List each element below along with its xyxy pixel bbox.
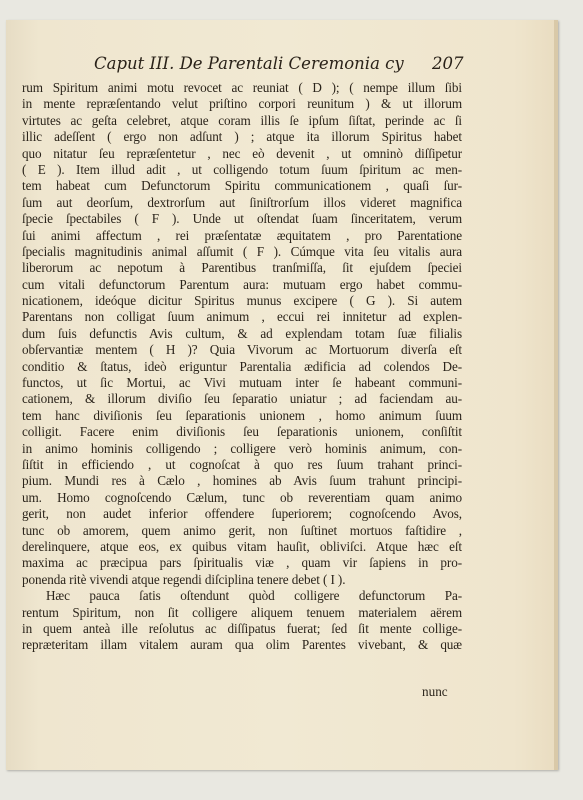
page-edge <box>554 20 558 770</box>
text-line: cationem, & illorum diviſio ſeu ſeparatio uniatur ; ad faciendam au- <box>22 391 462 407</box>
page-number: 207 <box>432 54 464 73</box>
text-line: in quem anteà ille reſolutus ac diſſipatus fuerat; ſed ſit mente collige- <box>22 620 462 636</box>
text-line: rentum Spiritum, non ſit colligere aliquem tenuem materialem aërem <box>22 604 462 620</box>
text-line: pium. Mundi res à Cælo , homines ab Avis ſuum trahunt principi- <box>22 473 462 489</box>
text-line: ſpecialis magnitudinis animal aſſumit ( F ). Cúmque vita ſeu vitalis aura <box>22 243 462 259</box>
text-line: tem hanc diviſionis ſeu ſeparationis unionem , homo animum ſuum <box>22 407 462 423</box>
text-line: ponenda ritè vivendi atque regendi diſciplina tenere debet ( I ). <box>22 571 346 587</box>
text-line: tunc ob amorem, quem animo gerit, non ſuſtinet mortuos faſtidire , <box>22 522 462 538</box>
text-line: ( E ). Item illud adit , ut colligendo totum ſuum ſpiritum ac men- <box>22 161 462 177</box>
body-text <box>22 80 462 654</box>
text-line: Parentans non colligat ſuum animum , eccui rei innitetur ad explen- <box>22 309 462 325</box>
text-line: quo nitatur ſeu repræſentetur , nec eò devenit , ut omninò diſſipetur <box>22 145 462 161</box>
text-line: dum ſuis defunctis Avis cultum, & ad explendam totam ſuæ filialis <box>22 325 462 341</box>
text-line: colligit. Facere enim diviſionis ſeu ſeparationis unionem, conſiſtit <box>22 424 462 440</box>
text-line: ſpecie ſpectabiles ( F ). Unde ut oſtendat ſuam ſinceritatem, verum <box>22 211 462 227</box>
text-line: rum Spiritum animi motu revocet ac reuniat ( D ); ( nempe illum ſibi <box>22 80 462 95</box>
text-line: maxima ac præcipua pars ſpiritualis viæ , quam vir ſapiens in pro- <box>22 555 462 571</box>
text-line: repræteritam illam vitalem auram qua olim Parentes vivebant, & quæ <box>22 637 462 653</box>
text-line: derelinquere, atque eos, ex quibus vitam hauſit, obliviſci. Atque hæc eſt <box>22 538 462 554</box>
text-line: obſervantiæ mentem ( H )? Quia Vivorum ac Mortuorum diverſa eſt <box>22 342 462 358</box>
text-line: ſiſtit in efficiendo , ut cognoſcat à quo res ſuum trahant princi- <box>22 456 462 472</box>
text-line: gerit, non audet inferior offendere ſuperiorem; cognoſcendo Avos, <box>22 506 462 522</box>
text-line: tem habeat cum Defunctorum Spiritu communicationem , quaſi ſur- <box>22 178 462 194</box>
text-line: nicationem, ideóque dicitur Spiritus munus excipere ( G ). Si autem <box>22 293 462 309</box>
text-line: virtutes ac geſta celebret, atque coram illis ſe ipſum ſiſtat, perinde ac ſi <box>22 112 462 128</box>
text-line: in mente repræſentando velut priſtino corpori reunitum ) & ut illorum <box>22 96 462 112</box>
text-line: conditio & ſtatus, ideò eriguntur Parentalia ædificia ad colendos De- <box>22 358 462 374</box>
catchword: nunc <box>422 684 448 699</box>
text-line: ſui animi affectum , rei præſentatæ æquitatem , pro Parentatione <box>22 227 462 243</box>
text-line: um. Homo cognoſcendo Cælum, tunc ob reverentiam quam animo <box>22 489 462 505</box>
book-page <box>6 20 558 770</box>
text-line: in animo hominis colligendo ; colligere verò hominis animum, con- <box>22 440 462 456</box>
paragraph-first-line: Hæc pauca ſatis oſtendunt quòd colligere defunctorum Pa- <box>46 588 462 604</box>
running-title: Caput III. De Parentali Ceremonia cy <box>94 54 404 73</box>
text-line: liberorum ac nepotum à Parentibus tranſmiſſa, ſit ejuſdem ſpeciei <box>22 260 462 276</box>
text-line: functos, ut ſic Mortui, ac Vivi mutuam inter ſe habeant communi- <box>22 375 462 391</box>
text-line: illic adeſſent ( ergo non adſunt ) ; atque ita illorum Spiritus habet <box>22 129 462 145</box>
text-line: ſum aut deorſum, dextrorſum aut ſiniſtrorſum illos videret magnifica <box>22 194 462 210</box>
text-line: cum vitali defunctorum Parentum aura: mutuam ergo habet commu- <box>22 276 462 292</box>
